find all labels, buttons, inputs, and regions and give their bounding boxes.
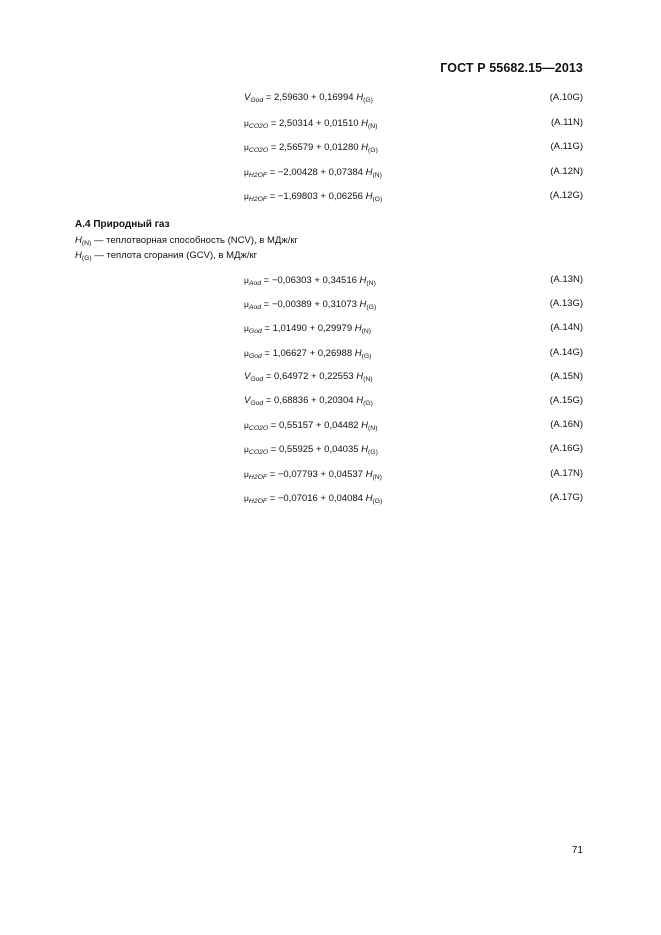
document-header: ГОСТ Р 55682.15—2013 xyxy=(440,61,583,75)
lhs-symbol: μ xyxy=(244,142,249,152)
h-subscript: (G) xyxy=(363,400,373,407)
equation-number: (A.12G) xyxy=(549,190,583,201)
h-subscript: (G) xyxy=(368,449,378,457)
section-title: А.4 Природный газ xyxy=(75,219,170,230)
equation-number: (A.15N) xyxy=(550,370,583,382)
lhs-symbol: μ xyxy=(244,444,249,455)
page-number: 71 xyxy=(571,845,583,856)
h-subscript: (N) xyxy=(81,240,92,247)
h-subscript: (N) xyxy=(372,473,382,481)
h-symbol: H xyxy=(361,420,369,432)
h-symbol: H xyxy=(75,235,82,246)
equation-number: (A.13G) xyxy=(549,298,583,310)
equation-formula xyxy=(244,441,378,461)
lhs-subscript: CO2O xyxy=(248,449,269,457)
equation-row xyxy=(0,441,661,457)
lhs-subscript: God xyxy=(250,400,264,407)
equation-row xyxy=(0,188,661,204)
equation-formula xyxy=(244,296,376,316)
h-subscript: (G) xyxy=(372,497,383,505)
h-subscript: (N) xyxy=(361,328,372,336)
rhs-expression: = −0,07793 + 0,04537 xyxy=(267,468,366,480)
lhs-symbol: V xyxy=(244,395,251,406)
lhs-subscript: CO2O xyxy=(248,122,269,130)
lhs-subscript: God xyxy=(248,328,262,336)
definition-gcv xyxy=(75,250,257,262)
h-symbol: H xyxy=(356,395,364,406)
rhs-expression: = 0,55925 + 0,04035 xyxy=(268,444,362,456)
h-subscript: (G) xyxy=(368,147,378,154)
equation-number: (A.11N) xyxy=(550,116,583,128)
equation-row xyxy=(0,296,661,312)
lhs-symbol: μ xyxy=(244,275,249,285)
rhs-expression: = −1,69803 + 0,06256 xyxy=(267,191,366,202)
h-symbol: H xyxy=(361,142,369,153)
rhs-expression: = −0,06303 + 0,34516 xyxy=(261,275,360,286)
lhs-subscript: God xyxy=(250,375,264,383)
h-subscript: (N) xyxy=(368,425,378,433)
rhs-expression: = 0,55157 + 0,04482 xyxy=(268,420,362,432)
equation-row xyxy=(0,90,661,106)
lhs-symbol: V xyxy=(244,92,251,103)
equation-row xyxy=(0,417,661,433)
rhs-expression: = 1,06627 + 0,26988 xyxy=(261,347,355,359)
lhs-subscript: God xyxy=(248,352,262,360)
equation-formula xyxy=(244,320,371,340)
lhs-symbol: μ xyxy=(244,468,249,479)
lhs-subscript: H2OF xyxy=(248,196,268,203)
equation-formula xyxy=(244,90,373,109)
lhs-subscript: H2OF xyxy=(248,171,268,179)
equation-formula xyxy=(244,417,377,437)
h-subscript: (G) xyxy=(361,352,372,360)
h-symbol: H xyxy=(354,347,362,359)
lhs-subscript: CO2O xyxy=(248,425,269,433)
equation-row xyxy=(0,393,661,409)
equation-row xyxy=(0,490,661,506)
h-symbol: H xyxy=(356,370,364,382)
h-symbol: H xyxy=(354,323,362,335)
h-symbol: H xyxy=(359,275,367,286)
equation-formula xyxy=(244,139,378,159)
h-subscript: (N) xyxy=(372,171,382,179)
h-symbol: H xyxy=(361,444,369,456)
equation-formula xyxy=(244,393,373,412)
equation-formula xyxy=(244,345,371,365)
lhs-subscript: God xyxy=(250,97,264,104)
lhs-subscript: H2OF xyxy=(248,497,268,505)
h-subscript: (G) xyxy=(366,304,377,312)
lhs-symbol: μ xyxy=(244,299,249,310)
rhs-expression: = 2,56579 + 0,01280 xyxy=(268,142,362,153)
equation-number: (A.17G) xyxy=(549,491,583,503)
lhs-symbol: μ xyxy=(244,420,249,431)
equation-number: (A.13N) xyxy=(550,274,583,285)
equation-number: (A.14N) xyxy=(550,322,583,334)
equation-number: (A.16G) xyxy=(549,443,583,455)
h-subscript: (N) xyxy=(368,122,378,130)
equation-row xyxy=(0,115,661,131)
equation-number: (A.12N) xyxy=(550,165,583,177)
rhs-expression: = 2,59630 + 0,16994 xyxy=(263,92,357,103)
equation-row xyxy=(0,320,661,336)
lhs-symbol: μ xyxy=(244,323,249,334)
equation-row xyxy=(0,272,661,288)
lhs-subscript: CO2O xyxy=(248,147,269,154)
rhs-expression: = −0,00389 + 0,31073 xyxy=(261,299,360,311)
lhs-symbol: μ xyxy=(244,492,249,503)
equation-formula xyxy=(244,188,382,208)
lhs-subscript: Aod xyxy=(248,304,261,312)
equation-formula xyxy=(244,164,382,184)
equation-number: (A.17N) xyxy=(550,467,583,479)
lhs-subscript: H2OF xyxy=(248,473,268,481)
equation-formula xyxy=(244,115,377,135)
equation-row xyxy=(0,466,661,482)
h-subscript: (G) xyxy=(81,255,92,262)
h-symbol: H xyxy=(356,92,364,103)
equation-number: (A.10G) xyxy=(549,92,583,103)
equation-row xyxy=(0,369,661,385)
rhs-expression: = −2,00428 + 0,07384 xyxy=(267,166,366,178)
rhs-expression: = 2,50314 + 0,01510 xyxy=(268,117,362,129)
equation-row xyxy=(0,345,661,361)
rhs-expression: = −0,07016 + 0,04084 xyxy=(267,492,366,504)
equation-formula xyxy=(244,466,382,486)
equation-number: (A.11G) xyxy=(550,141,583,152)
h-subscript: (G) xyxy=(363,97,373,104)
rhs-expression: = 1,01490 + 0,29979 xyxy=(261,323,355,335)
lhs-symbol: μ xyxy=(244,166,249,177)
definition-text: — теплота сгорания (GCV), в МДж/кг xyxy=(91,250,258,261)
lhs-symbol: μ xyxy=(244,347,249,358)
equation-number: (A.14G) xyxy=(549,346,583,358)
h-subscript: (N) xyxy=(366,280,376,287)
lhs-symbol: V xyxy=(244,370,251,382)
equation-number: (A.16N) xyxy=(550,419,583,431)
equation-formula xyxy=(244,369,373,388)
lhs-subscript: Aod xyxy=(248,280,261,287)
h-symbol: H xyxy=(359,299,367,311)
h-symbol: H xyxy=(75,250,82,261)
equation-row xyxy=(0,164,661,180)
equation-row xyxy=(0,139,661,155)
lhs-symbol: μ xyxy=(244,117,249,128)
rhs-expression: = 0,64972 + 0,22553 xyxy=(263,370,357,382)
h-subscript: (N) xyxy=(363,375,373,383)
h-symbol: H xyxy=(365,166,373,178)
definition-ncv xyxy=(75,235,298,247)
h-symbol: H xyxy=(365,191,373,202)
equation-formula xyxy=(244,490,382,510)
rhs-expression: = 0,68836 + 0,20304 xyxy=(263,395,357,406)
h-symbol: H xyxy=(361,117,369,129)
equation-formula xyxy=(244,272,376,292)
lhs-symbol: μ xyxy=(244,191,249,201)
definition-text: — теплотворная способность (NCV), в МДж/кг xyxy=(91,235,298,246)
equation-number: (A.15G) xyxy=(549,395,583,406)
h-symbol: H xyxy=(365,492,373,504)
h-subscript: (G) xyxy=(372,196,383,203)
h-symbol: H xyxy=(365,468,373,480)
